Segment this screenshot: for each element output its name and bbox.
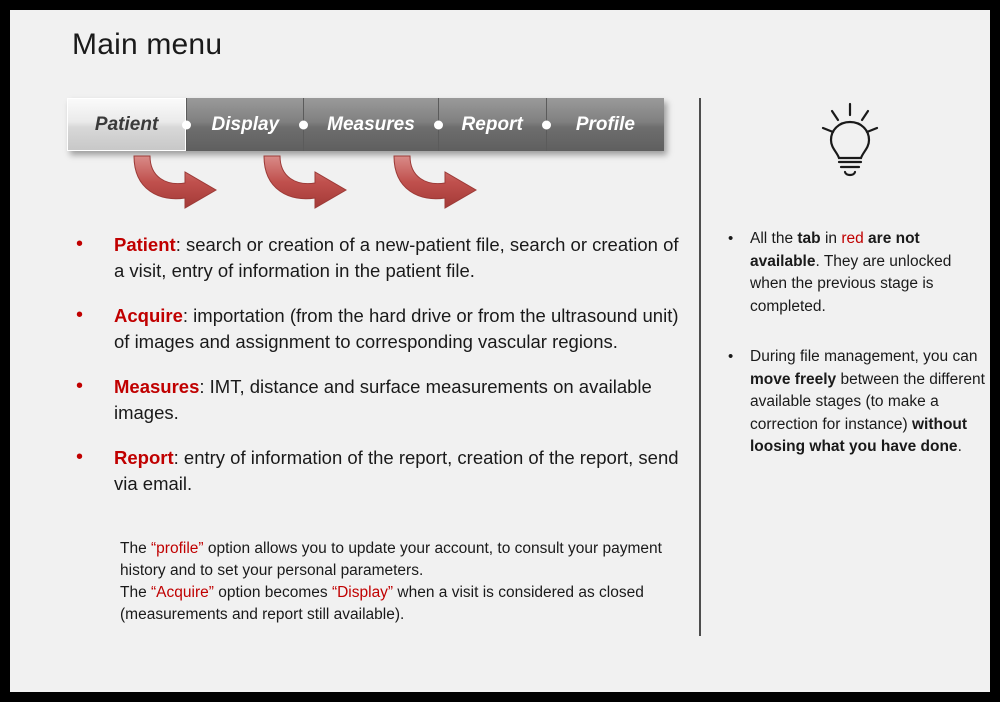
tip-text-e: . They are unlocked when the previous stage is completed.	[750, 252, 952, 315]
bullet-dot-icon: •	[76, 375, 84, 397]
tip-body	[750, 346, 988, 459]
tip-text-a: All the	[750, 230, 798, 247]
menu-tab-display[interactable]	[187, 98, 304, 151]
bullet-body	[114, 374, 680, 426]
bullet-dot-icon: •	[76, 233, 84, 255]
note-profile-term: “profile”	[151, 540, 204, 557]
bullet-dot-icon: •	[728, 230, 734, 247]
tip-text-bold2: without loosing what you have done	[750, 415, 968, 455]
bullet-body	[114, 445, 680, 497]
menu-tab-profile[interactable]	[547, 98, 664, 151]
menu-tab-measures[interactable]	[304, 98, 438, 151]
curved-arrows-icon	[130, 150, 530, 210]
page-title: Main menu	[72, 28, 223, 61]
list-item	[70, 232, 680, 284]
bullet-description: : IMT, distance and surface measurements on available images.	[114, 376, 652, 423]
tip-item	[728, 346, 988, 459]
bullet-description: : search or creation of a new-patient file, search or creation of a visit, entry of information in the patient file.	[114, 234, 679, 281]
tip-text-bold1: move freely	[750, 370, 837, 388]
menu-tab-label: Measures	[327, 113, 415, 135]
menu-tab-label: Report	[461, 113, 523, 135]
bullet-keyword: Patient	[114, 234, 176, 255]
tip-text-a: During file management, you can	[750, 348, 978, 365]
menu-tab-label: Display	[211, 113, 280, 135]
separator-dot-icon	[542, 120, 551, 129]
bullet-dot-icon: •	[76, 446, 84, 468]
tip-text-red: red	[841, 230, 864, 247]
main-menu-bar	[67, 98, 664, 151]
tip-text-bold2: are not available	[750, 230, 920, 270]
bullet-keyword: Measures	[114, 376, 200, 397]
bullet-description: : importation (from the hard drive or from the ultrasound unit) of images and assignment to corresponding vascular regions.	[114, 305, 679, 352]
note-line2-prefix: The	[120, 584, 152, 601]
note-line1-rest: option allows you to update your account, to consult your payment history and to set your personal parameters.	[120, 540, 662, 579]
note-line2-mid: option becomes	[213, 584, 332, 601]
bullet-description: : entry of information of the report, creation of the report, send via email.	[114, 447, 679, 494]
tip-text-bold1: tab	[797, 230, 821, 247]
separator-dot-icon	[434, 120, 443, 129]
list-item	[70, 303, 680, 355]
lightbulb-icon	[815, 102, 885, 182]
note-acquire-term: “Acquire”	[151, 584, 214, 601]
bullet-body	[114, 232, 680, 284]
menu-tab-patient[interactable]	[67, 98, 187, 151]
bullet-list	[70, 232, 680, 516]
footnote-paragraph	[120, 538, 680, 626]
list-item	[70, 374, 680, 426]
bullet-keyword: Acquire	[114, 305, 183, 326]
bullet-body	[114, 303, 680, 355]
note-line1-prefix: The	[120, 540, 152, 557]
flow-arrows	[130, 150, 530, 210]
bullet-dot-icon: •	[728, 348, 734, 365]
note-line2-rest: when a visit is considered as closed (measurements and report still available).	[120, 584, 644, 623]
tip-text-c: in	[820, 230, 842, 247]
menu-tab-label: Profile	[575, 113, 635, 135]
vertical-divider	[699, 98, 701, 636]
tip-text-c: between the different available stages (to make a correction for instance)	[750, 370, 985, 433]
list-item	[70, 445, 680, 497]
tip-item	[728, 228, 988, 318]
menu-tab-report[interactable]	[439, 98, 547, 151]
menu-tab-label: Patient	[94, 113, 159, 135]
separator-dot-icon	[299, 120, 308, 129]
tip-body	[750, 228, 988, 318]
slide-canvas	[10, 10, 990, 692]
note-display-term: “Display”	[331, 584, 394, 601]
tip-text-e: .	[957, 438, 962, 455]
tips-list	[728, 228, 988, 487]
bullet-keyword: Report	[114, 447, 174, 468]
separator-dot-icon	[182, 120, 191, 129]
bullet-dot-icon: •	[76, 304, 84, 326]
